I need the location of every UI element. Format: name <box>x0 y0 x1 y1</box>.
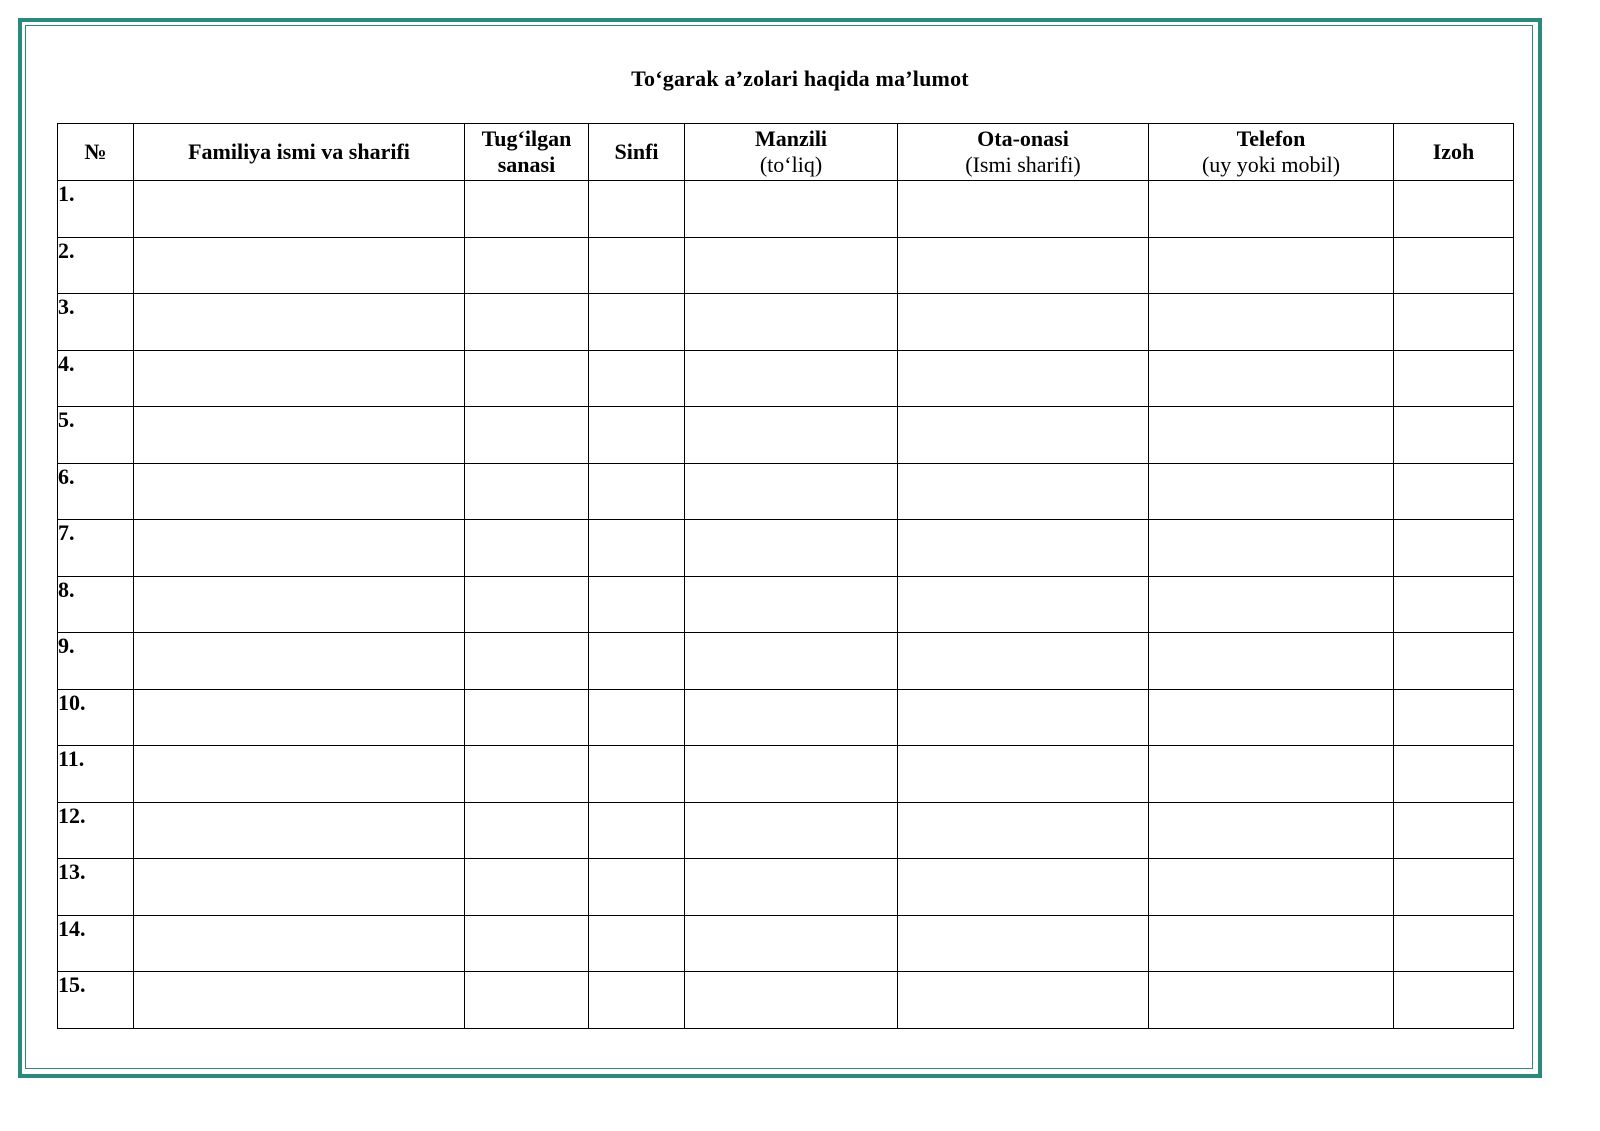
members-table <box>57 123 1514 1029</box>
row-note-cell[interactable] <box>1394 520 1514 577</box>
row-note-cell[interactable] <box>1394 350 1514 407</box>
row-phone-cell[interactable] <box>1149 689 1394 746</box>
row-full-name-cell[interactable] <box>134 746 465 803</box>
row-address-cell[interactable] <box>685 181 898 238</box>
row-address-cell[interactable] <box>685 294 898 351</box>
document-title: To‘garak a’zolari haqida ma’lumot <box>631 66 969 91</box>
table-row <box>58 633 1514 690</box>
header-number-label: № <box>84 139 107 164</box>
row-phone-cell[interactable] <box>1149 972 1394 1029</box>
table-row <box>58 859 1514 916</box>
row-phone-cell[interactable] <box>1149 576 1394 633</box>
row-address-cell[interactable] <box>685 576 898 633</box>
row-phone-cell[interactable] <box>1149 463 1394 520</box>
row-full-name-cell[interactable] <box>134 463 465 520</box>
row-note-cell[interactable] <box>1394 237 1514 294</box>
row-class-cell[interactable] <box>589 237 685 294</box>
row-note-cell[interactable] <box>1394 915 1514 972</box>
row-full-name-cell[interactable] <box>134 520 465 577</box>
row-phone-cell[interactable] <box>1149 859 1394 916</box>
row-number: 3. <box>58 294 134 351</box>
row-number: 7. <box>58 520 134 577</box>
row-number: 8. <box>58 576 134 633</box>
row-birth-date-cell[interactable] <box>465 859 589 916</box>
row-note-cell[interactable] <box>1394 859 1514 916</box>
row-number: 12. <box>58 802 134 859</box>
row-class-cell[interactable] <box>589 633 685 690</box>
row-parents-cell[interactable] <box>898 407 1149 464</box>
row-birth-date-cell[interactable] <box>465 633 589 690</box>
row-note-cell[interactable] <box>1394 407 1514 464</box>
row-number: 13. <box>58 859 134 916</box>
row-birth-date-cell[interactable] <box>465 294 589 351</box>
row-phone-cell[interactable] <box>1149 181 1394 238</box>
row-note-cell[interactable] <box>1394 972 1514 1029</box>
row-number: 1. <box>58 181 134 238</box>
table-row <box>58 972 1514 1029</box>
table-row <box>58 294 1514 351</box>
row-class-cell[interactable] <box>589 859 685 916</box>
header-phone-label: Telefon <box>1236 126 1306 151</box>
row-full-name-cell[interactable] <box>134 237 465 294</box>
row-full-name-cell[interactable] <box>134 407 465 464</box>
row-birth-date-cell[interactable] <box>465 181 589 238</box>
row-address-cell[interactable] <box>685 633 898 690</box>
row-phone-cell[interactable] <box>1149 915 1394 972</box>
row-full-name-cell[interactable] <box>134 972 465 1029</box>
row-class-cell[interactable] <box>589 972 685 1029</box>
row-class-cell[interactable] <box>589 689 685 746</box>
row-parents-cell[interactable] <box>898 689 1149 746</box>
row-address-cell[interactable] <box>685 802 898 859</box>
row-birth-date-cell[interactable] <box>465 237 589 294</box>
row-class-cell[interactable] <box>589 350 685 407</box>
row-parents-cell[interactable] <box>898 802 1149 859</box>
row-address-cell[interactable] <box>685 350 898 407</box>
row-phone-cell[interactable] <box>1149 746 1394 803</box>
header-full-name <box>134 124 465 181</box>
row-class-cell[interactable] <box>589 294 685 351</box>
row-parents-cell[interactable] <box>898 181 1149 238</box>
row-note-cell[interactable] <box>1394 181 1514 238</box>
row-full-name-cell[interactable] <box>134 802 465 859</box>
row-note-cell[interactable] <box>1394 689 1514 746</box>
row-number: 2. <box>58 237 134 294</box>
row-full-name-cell[interactable] <box>134 576 465 633</box>
row-note-cell[interactable] <box>1394 746 1514 803</box>
header-phone <box>1149 124 1394 181</box>
row-birth-date-cell[interactable] <box>465 802 589 859</box>
row-class-cell[interactable] <box>589 576 685 633</box>
table-row <box>58 463 1514 520</box>
header-number <box>58 124 134 181</box>
row-number: 14. <box>58 915 134 972</box>
table-row <box>58 689 1514 746</box>
row-note-cell[interactable] <box>1394 463 1514 520</box>
row-birth-date-cell[interactable] <box>465 689 589 746</box>
header-address-sublabel: (to‘liq) <box>759 152 823 177</box>
table-row <box>58 746 1514 803</box>
row-parents-cell[interactable] <box>898 859 1149 916</box>
row-phone-cell[interactable] <box>1149 350 1394 407</box>
row-birth-date-cell[interactable] <box>465 746 589 803</box>
header-address <box>685 124 898 181</box>
table-row <box>58 576 1514 633</box>
header-parents <box>898 124 1149 181</box>
row-birth-date-cell[interactable] <box>465 350 589 407</box>
row-class-cell[interactable] <box>589 802 685 859</box>
header-phone-sublabel: (uy yoki mobil) <box>1201 152 1341 177</box>
row-address-cell[interactable] <box>685 859 898 916</box>
header-class <box>589 124 685 181</box>
row-note-cell[interactable] <box>1394 576 1514 633</box>
row-phone-cell[interactable] <box>1149 520 1394 577</box>
row-class-cell[interactable] <box>589 463 685 520</box>
table-row <box>58 350 1514 407</box>
row-class-cell[interactable] <box>589 746 685 803</box>
row-note-cell[interactable] <box>1394 633 1514 690</box>
row-class-cell[interactable] <box>589 520 685 577</box>
row-address-cell[interactable] <box>685 520 898 577</box>
row-number: 10. <box>58 689 134 746</box>
header-birth-date-label: Tug‘ilgan sanasi <box>481 126 572 177</box>
row-class-cell[interactable] <box>589 407 685 464</box>
row-parents-cell[interactable] <box>898 463 1149 520</box>
row-class-cell[interactable] <box>589 181 685 238</box>
row-address-cell[interactable] <box>685 972 898 1029</box>
table-row <box>58 802 1514 859</box>
row-full-name-cell[interactable] <box>134 350 465 407</box>
row-number: 15. <box>58 972 134 1029</box>
header-full-name-label: Familiya ismi va sharifi <box>188 139 410 164</box>
row-address-cell[interactable] <box>685 746 898 803</box>
header-address-label: Manzili <box>754 126 828 151</box>
row-phone-cell[interactable] <box>1149 802 1394 859</box>
row-note-cell[interactable] <box>1394 802 1514 859</box>
row-parents-cell[interactable] <box>898 237 1149 294</box>
table-row <box>58 520 1514 577</box>
row-address-cell[interactable] <box>685 689 898 746</box>
row-full-name-cell[interactable] <box>134 294 465 351</box>
row-full-name-cell[interactable] <box>134 181 465 238</box>
table-row <box>58 407 1514 464</box>
header-parents-sublabel: (Ismi sharifi) <box>965 152 1081 177</box>
row-parents-cell[interactable] <box>898 520 1149 577</box>
row-parents-cell[interactable] <box>898 915 1149 972</box>
table-row <box>58 237 1514 294</box>
row-full-name-cell[interactable] <box>134 915 465 972</box>
row-full-name-cell[interactable] <box>134 633 465 690</box>
row-parents-cell[interactable] <box>898 972 1149 1029</box>
row-birth-date-cell[interactable] <box>465 463 589 520</box>
row-full-name-cell[interactable] <box>134 859 465 916</box>
row-address-cell[interactable] <box>685 915 898 972</box>
header-class-label: Sinfi <box>614 139 659 164</box>
row-phone-cell[interactable] <box>1149 237 1394 294</box>
table-row <box>58 915 1514 972</box>
row-parents-cell[interactable] <box>898 633 1149 690</box>
row-parents-cell[interactable] <box>898 576 1149 633</box>
header-parents-label: Ota-onasi <box>977 126 1069 151</box>
row-address-cell[interactable] <box>685 463 898 520</box>
row-number: 6. <box>58 463 134 520</box>
row-phone-cell[interactable] <box>1149 407 1394 464</box>
row-number: 4. <box>58 350 134 407</box>
row-birth-date-cell[interactable] <box>465 407 589 464</box>
row-note-cell[interactable] <box>1394 294 1514 351</box>
row-number: 11. <box>58 746 134 803</box>
header-note <box>1394 124 1514 181</box>
row-phone-cell[interactable] <box>1149 294 1394 351</box>
row-number: 5. <box>58 407 134 464</box>
row-parents-cell[interactable] <box>898 294 1149 351</box>
row-parents-cell[interactable] <box>898 350 1149 407</box>
header-birth-date <box>465 124 589 181</box>
row-address-cell[interactable] <box>685 237 898 294</box>
row-full-name-cell[interactable] <box>134 689 465 746</box>
row-birth-date-cell[interactable] <box>465 972 589 1029</box>
row-phone-cell[interactable] <box>1149 633 1394 690</box>
header-row <box>58 124 1514 181</box>
row-birth-date-cell[interactable] <box>465 915 589 972</box>
row-address-cell[interactable] <box>685 407 898 464</box>
row-birth-date-cell[interactable] <box>465 520 589 577</box>
table-row <box>58 181 1514 238</box>
row-parents-cell[interactable] <box>898 746 1149 803</box>
header-note-label: Izoh <box>1432 139 1475 164</box>
row-class-cell[interactable] <box>589 915 685 972</box>
row-birth-date-cell[interactable] <box>465 576 589 633</box>
row-number: 9. <box>58 633 134 690</box>
